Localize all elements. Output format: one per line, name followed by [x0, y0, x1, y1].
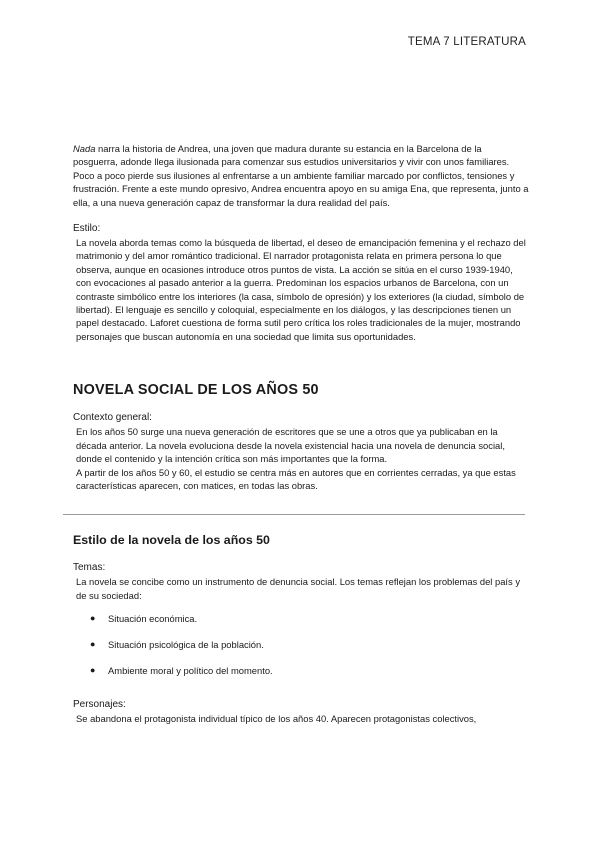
context-label: Contexto general: [73, 412, 152, 424]
context-paragraph-2: A partir de los años 50 y 60, el estudio se centra más en autores que en corrientes cerradas, ya que estas características aparecen, con matices, en todas las obras. [76, 466, 516, 491]
estilo-paragraph: La novela aborda temas como la búsqueda de libertad, el deseo de emancipación femenina y el rechazo del matrimonio y del amor romántico tradicional. El narrador protagonista relata en primera persona lo que observa, aunque en ocasiones introduce otros puntos de vista. La acción se sitúa en el curso 1939-1940, con evocaciones al pasado anterior a la guerra. Predominan los espacios urbanos de Barcelona, con un contraste simbólico entre los interiores (la casa, símbolo de opresión) y los exteriores (la ciudad, símbolo de libertad). El lenguaje es sencillo y coloquial, especialmente en los diálogos, y las descripciones tienen un papel destacado. Laforet cuestiona de forma sutil pero crítica los roles tradicionales de la mujer, mostrando personajes que buscan autonomía en una sociedad que limita sus oportunidades. [76, 237, 526, 342]
list-item: ● Situación económica. [90, 613, 198, 625]
context-paragraph-1: En los años 50 surge una nueva generación de escritores que se une a otros que ya publicaban en la década anterior. La novela evoluciona desde la novela existencial hacia una novela de denuncia social, donde el contenido y la intención crítica son más importantes que la forma. [76, 426, 505, 465]
subsection-heading: Estilo de la novela de los años 50 [73, 533, 270, 548]
horizontal-divider [63, 514, 525, 515]
topics-list [73, 612, 529, 677]
intro-paragraph [73, 142, 529, 209]
temas-paragraph: La novela se concibe como un instrumento de denuncia social. Los temas reflejan los problemas del país y de su sociedad: [76, 576, 521, 601]
section-heading: NOVELA SOCIAL DE LOS AÑOS 50 [73, 382, 319, 399]
personajes-paragraph: Se abandona el protagonista individual típico de los años 40. Aparecen protagonistas colectivos, [76, 713, 477, 725]
document-header: TEMA 7 LITERATURA [407, 36, 526, 48]
document-body [73, 142, 529, 726]
list-item: ● Situación psicológica de la población. [90, 639, 264, 651]
personajes-label: Personajes: [73, 699, 126, 711]
book-title: Nada [73, 143, 96, 154]
intro-text: narra la historia de Andrea, una joven que madura durante su estancia en la Barcelona de la posguerra, adonde llega ilusionada para comenzar sus estudios universitarios y vivir con unos familiares. Poco a poco pierde sus ilusiones al enfrentarse a un ambiente familiar marcado por conflictos, tensiones y frustración. Frente a este mundo opresivo, Andrea encuentra apoyo en su amiga Ena, que representa, junto a ella, a una nueva generación capaz de transformar la dura realidad del país. [73, 143, 529, 208]
temas-label: Temas: [73, 562, 106, 574]
list-item: ● Ambiente moral y político del momento. [90, 665, 273, 677]
estilo-label: Estilo: [73, 223, 101, 235]
bullet-icon: ● [90, 639, 96, 650]
bullet-icon: ● [90, 665, 96, 676]
bullet-icon: ● [90, 613, 96, 624]
